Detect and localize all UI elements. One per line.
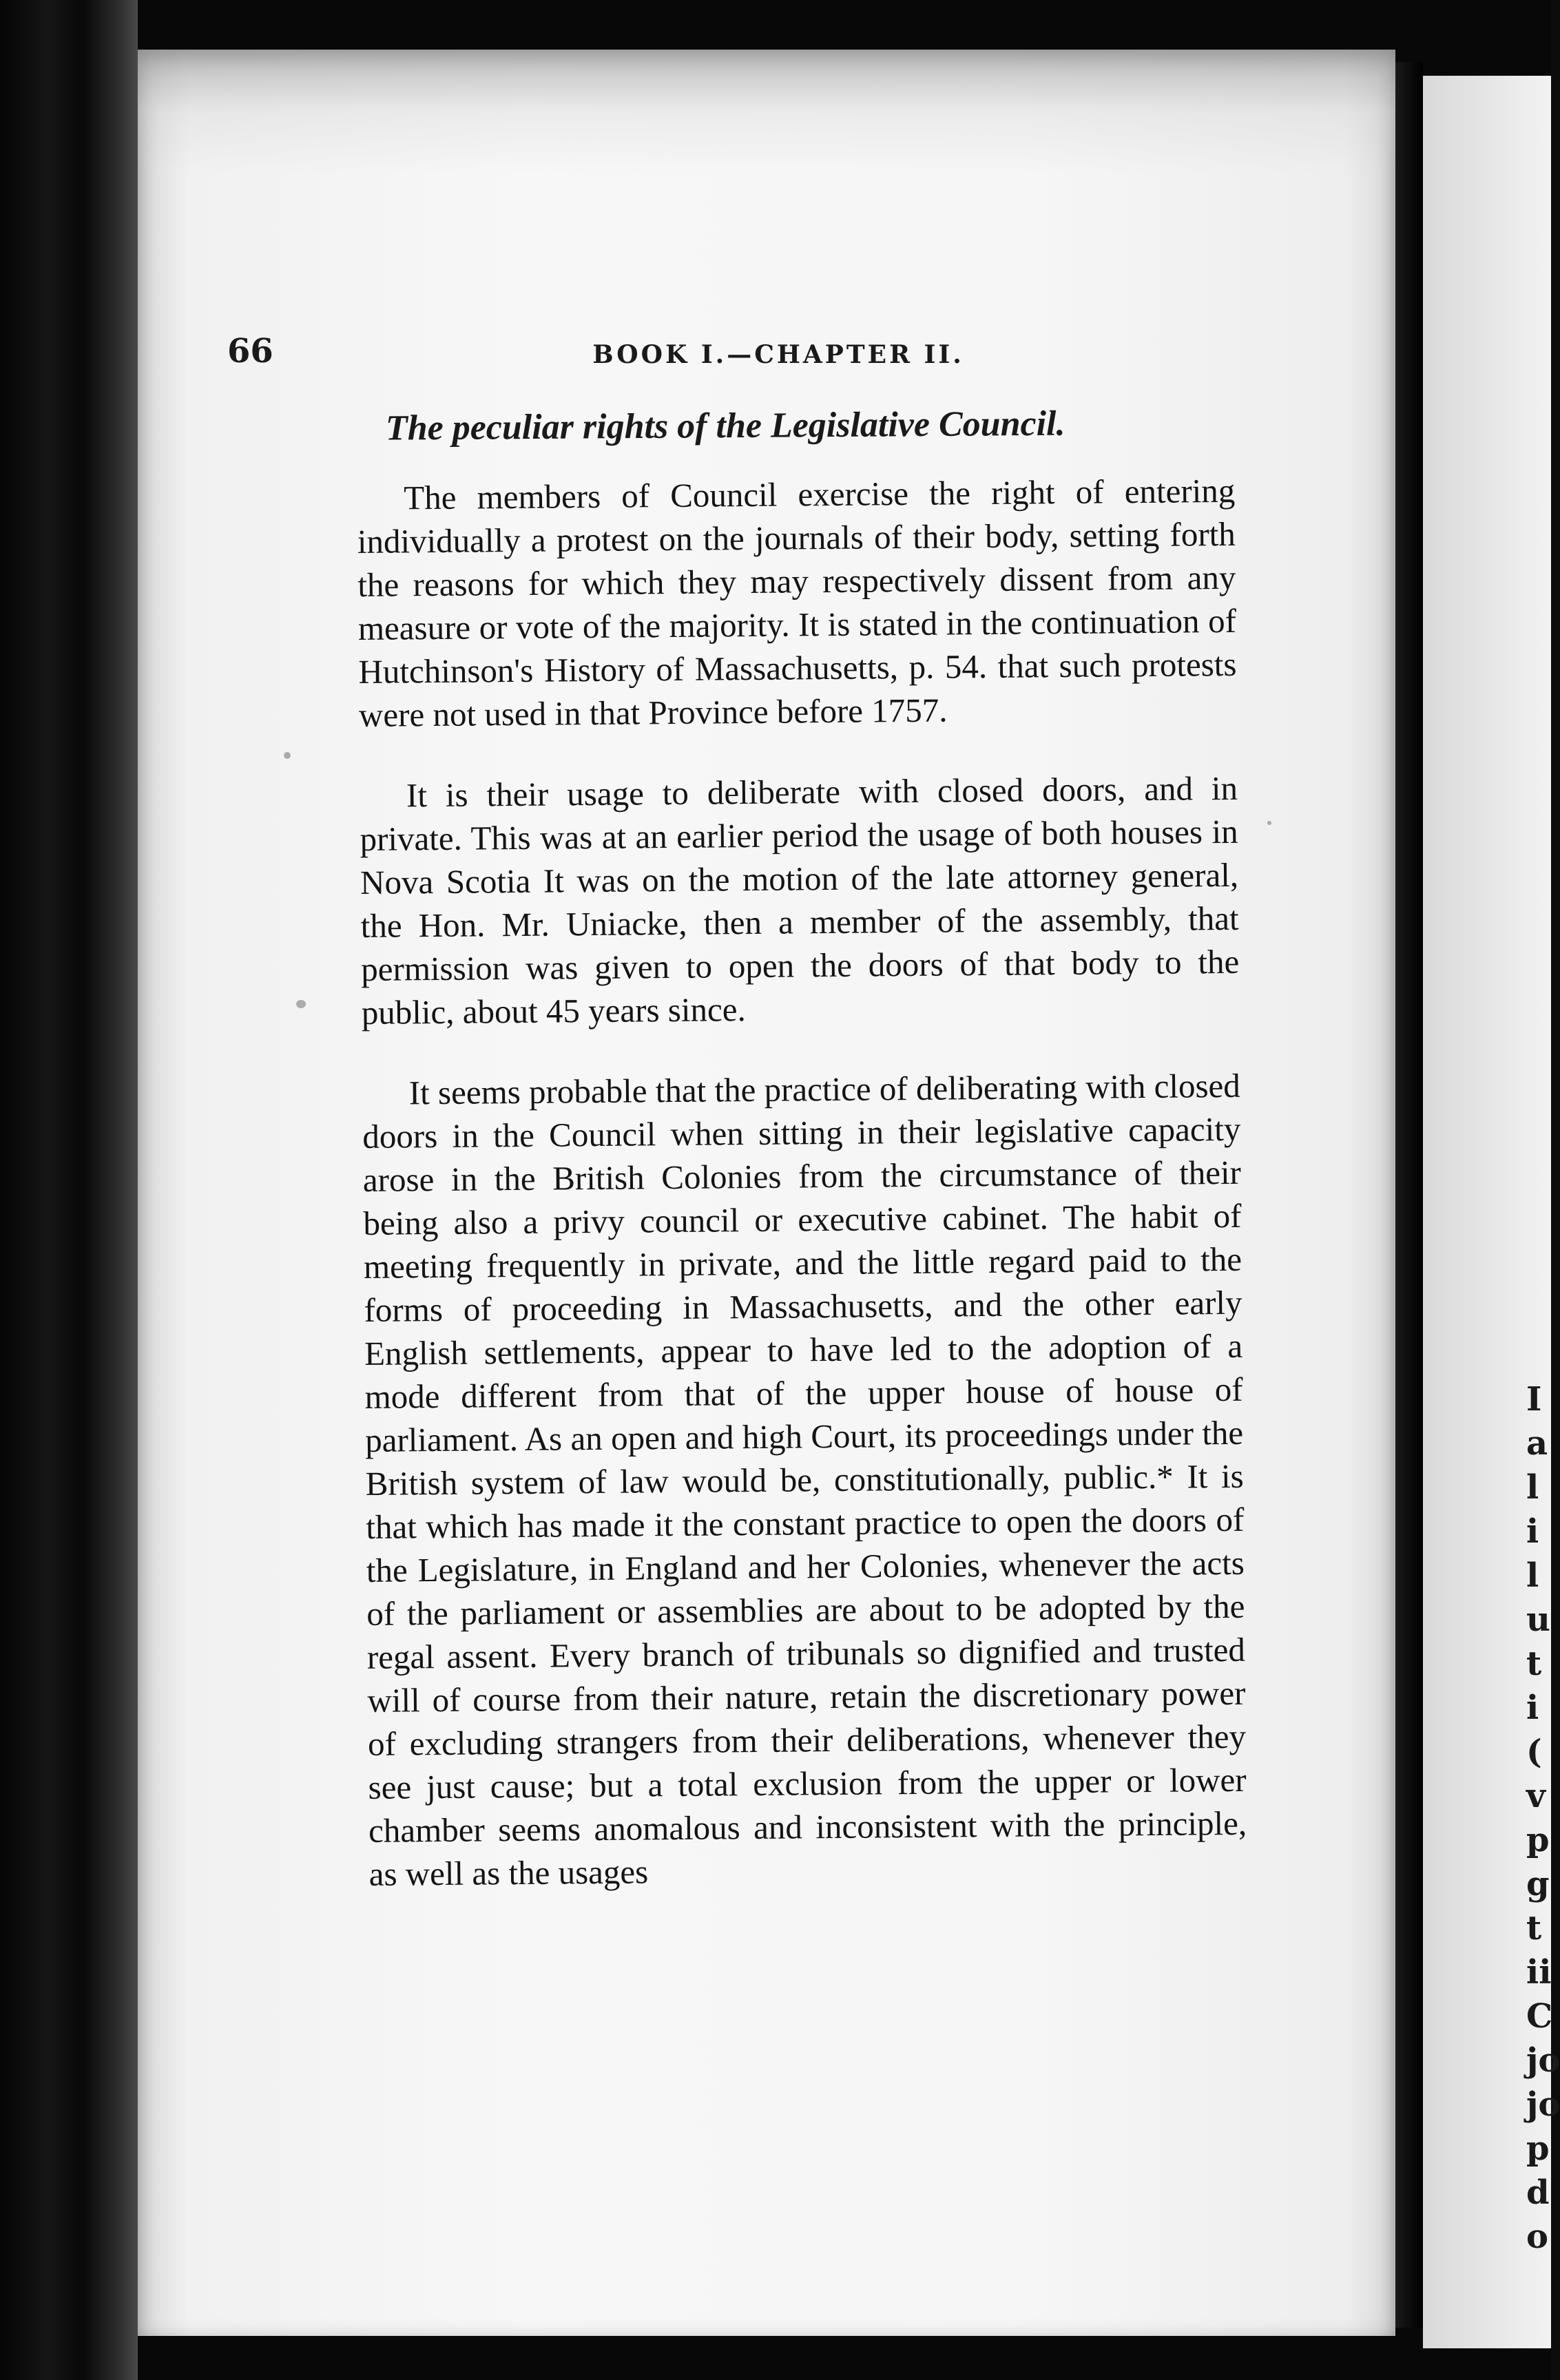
adjacent-page-letters xyxy=(1526,1377,1560,2259)
adjacent-page-letter: g xyxy=(1526,1865,1550,1903)
adjacent-page-letter: ii xyxy=(1526,1953,1552,1992)
adjacent-page-letter: t xyxy=(1526,1909,1542,1948)
page-number: 66 xyxy=(227,332,273,370)
paragraph: It seems probable that the practice of deliberating with closed doors in the Council when sitting in their legislative capacity arose in the British Colonies from the circumstance of their being also a privy council or executive cabinet. The habit of meeting frequently in private, and the little regard paid to the forms of proceeding in Massachusetts, and the other early English settlements, appear to have led to the adoption of a mode different from that of the upper house of house of parliament. As an open and high Court, its proceedings under the British system of law would be, constitutionally, public.* It is that which has made it the constant practice to open the doors of the Legislature, in England and her Colonies, whenever the acts of the parliament or assemblies are about to be adopted by the regal assent. Every branch of tribunals so dignified and trusted will of course from their nature, retain the discretionary power of excluding strangers from their deliberations, whenever they see just cause; but a total exclusion from the upper or lower chamber seems anomalous and inconsistent with the principle, as well as the usages xyxy=(362,1066,1247,1893)
adjacent-page-letter: d xyxy=(1526,2173,1550,2212)
adjacent-page-letter: ( xyxy=(1526,1733,1542,1771)
adjacent-page-letter: p xyxy=(1526,1821,1550,1859)
adjacent-page-letter: C xyxy=(1526,1997,1553,2036)
adjacent-page-letter: a xyxy=(1526,1424,1548,1463)
adjacent-page-letter: l xyxy=(1526,1468,1539,1507)
body-text xyxy=(357,469,1247,1896)
adjacent-page-letter: jo xyxy=(1526,2041,1560,2080)
running-head xyxy=(227,332,1219,387)
adjacent-page-letter: o xyxy=(1526,2217,1549,2256)
adjacent-page-letter: u xyxy=(1526,1600,1550,1639)
adjacent-page-letter: I xyxy=(1526,1380,1542,1419)
paper-speck xyxy=(284,752,291,759)
adjacent-page-letter: i xyxy=(1526,1512,1539,1551)
adjacent-page-letter: jo xyxy=(1526,2085,1560,2124)
section-heading: The peculiar rights of the Legislative Council. xyxy=(385,404,1065,448)
paragraph: It is their usage to deliberate with closed doors, and in private. This was at an earlier period the usage of both houses in Nova Scotia It was on the motion of the late attorney general, the Hon. Mr. Uniacke, then a member of the assembly, that permission was given to open the doors of that body to the public, about 45 years since. xyxy=(360,769,1240,1032)
paragraph: The members of Council exercise the right of entering individually a protest on the journals of their body, setting forth the reasons for which they may respectively dissent from any measure or vote of the majority. It is stated in the continuation of Hutchinson's History of Massachusetts, p. 54. that such protests were not used in that Province before 1757. xyxy=(357,471,1237,734)
paper-speck xyxy=(296,1000,306,1008)
adjacent-page-letter: p xyxy=(1526,2129,1550,2168)
paper-speck xyxy=(1267,821,1271,825)
adjacent-page-letter: v xyxy=(1526,1777,1546,1815)
adjacent-page-letter: l xyxy=(1526,1556,1539,1595)
chapter-title: BOOK I.—CHAPTER II. xyxy=(592,340,964,369)
adjacent-page-letter: t xyxy=(1526,1645,1542,1683)
book-binding-edge xyxy=(0,0,138,2380)
adjacent-page-edge xyxy=(1423,76,1560,2348)
page-gutter xyxy=(1395,62,1423,2328)
adjacent-page-letter: i xyxy=(1526,1689,1539,1727)
